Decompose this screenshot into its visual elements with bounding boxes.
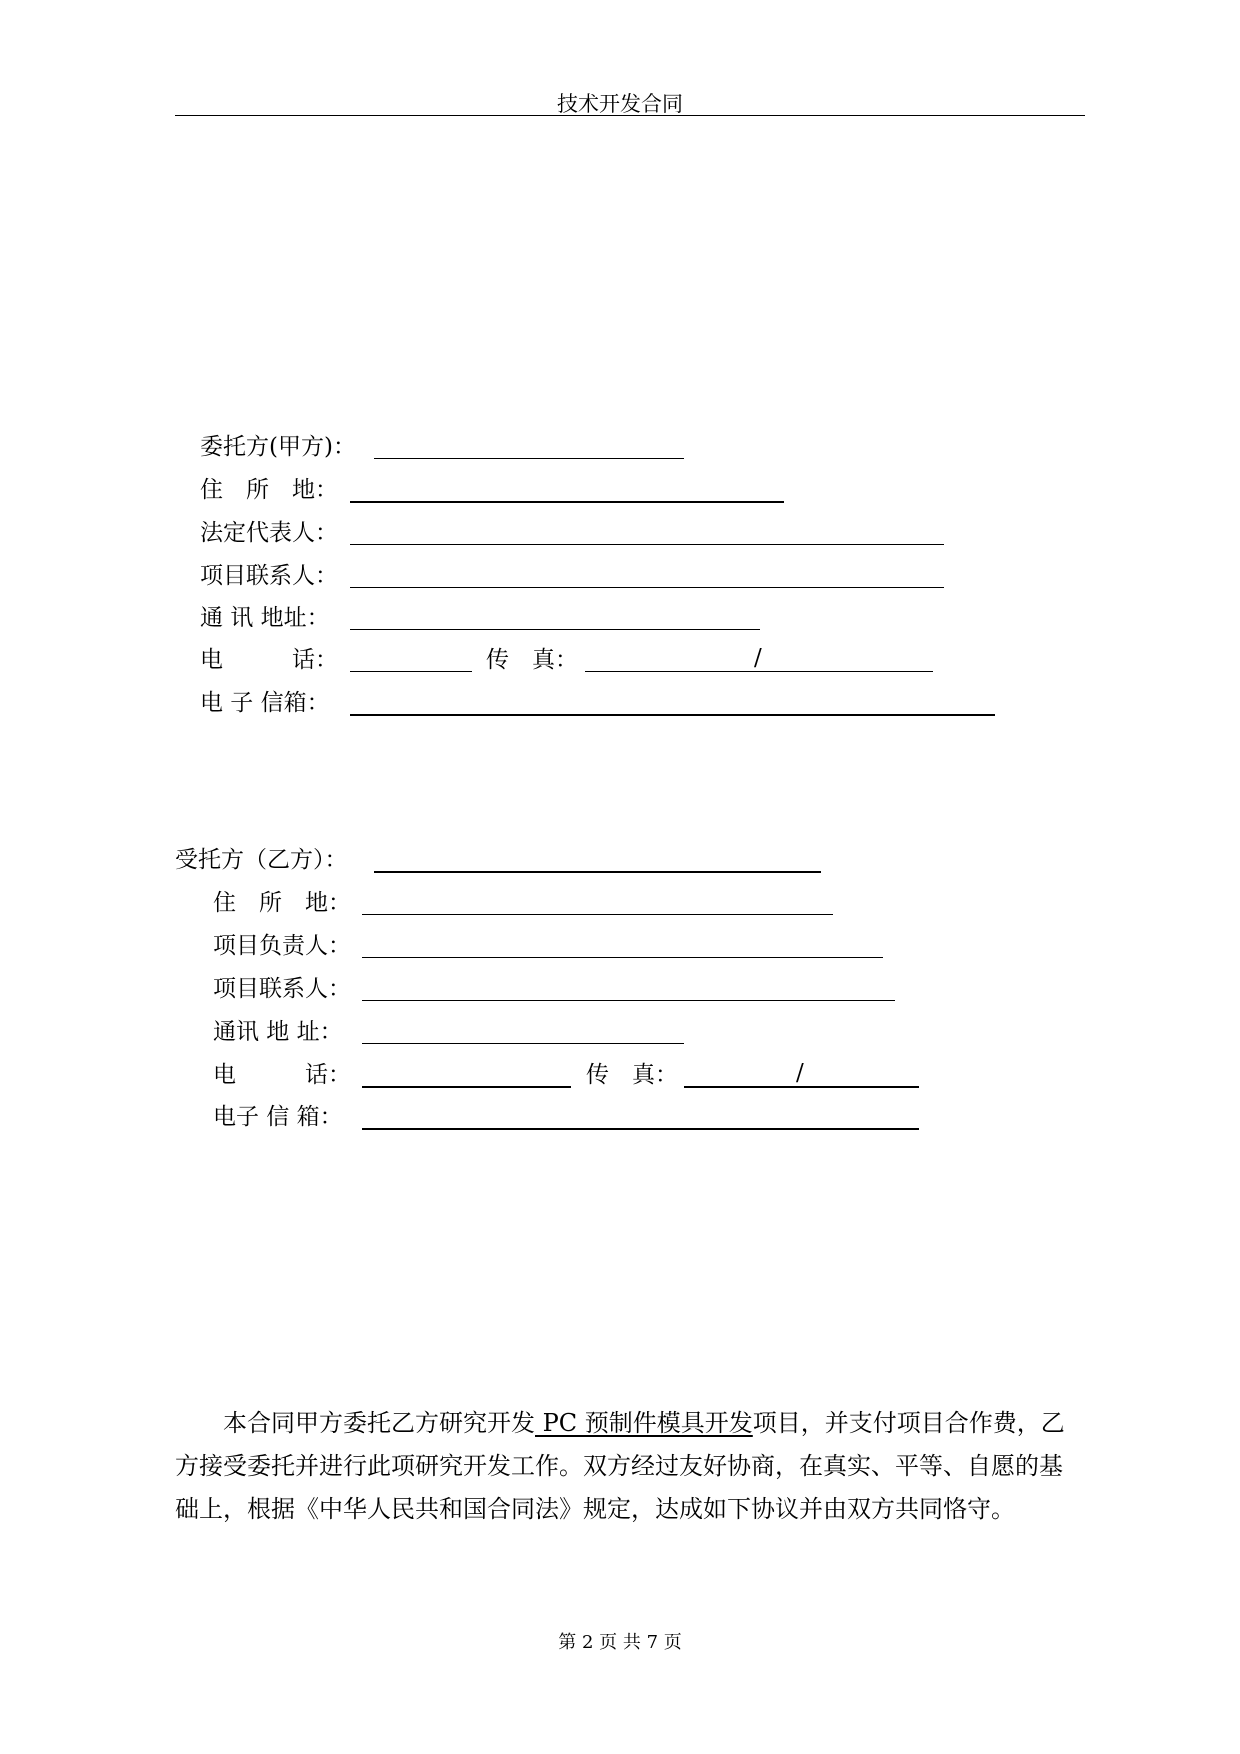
party-a-email-label: 电 子 信箱： (200, 690, 330, 716)
contract-preamble (175, 1402, 1085, 1531)
party-b-address-label: 住 所 地： (213, 890, 351, 916)
party-b-phone-field[interactable] (362, 1086, 571, 1088)
preamble-text-before: 本合同甲方委托乙方研究开发 (223, 1409, 535, 1437)
party-a-legal-rep-label: 法定代表人： (200, 520, 338, 546)
party-a-fax-label: 传 真： (486, 647, 578, 673)
header-title: 技术开发合同 (557, 92, 683, 116)
party-a-name-label: 委托方(甲方)： (200, 434, 356, 460)
party-a-mail-address-label: 通 讯 地址： (200, 605, 330, 631)
party-a-fax-value: / (754, 645, 762, 671)
page-number: 第 2 页 共 7 页 (558, 1632, 682, 1653)
party-b-fax-value: / (796, 1060, 804, 1086)
party-b-mail-address-label: 通讯 地 址： (213, 1019, 343, 1045)
party-a-phone-label: 电 话： (200, 647, 338, 673)
party-b-contact-label: 项目联系人： (213, 976, 351, 1002)
party-a-address-field[interactable] (350, 501, 784, 503)
party-a-contact-field[interactable] (350, 587, 944, 588)
party-b-mail-address-field[interactable] (362, 1043, 684, 1044)
party-b-phone-label: 电 话： (213, 1062, 351, 1088)
header-rule (175, 115, 1085, 116)
party-b-name-field[interactable] (374, 871, 821, 873)
party-b-leader-field[interactable] (362, 957, 883, 958)
party-a-name-field[interactable] (374, 458, 684, 459)
party-a-email-field[interactable] (350, 714, 995, 716)
party-b-leader-label: 项目负责人： (213, 933, 351, 959)
party-b-contact-field[interactable] (362, 1000, 895, 1001)
party-a-legal-rep-field[interactable] (350, 544, 944, 545)
preamble-text-after: 项目，并支付项目合作费，乙方接受委托并进行此项研究开发工作。双方经过友好协商，在真实、平等、自愿的基础上，根据《中华人民共和国合同法》规定，达成如下协议并由双方共同恪守。 (175, 1409, 1065, 1523)
project-name: PC 预制件模具开发 (535, 1409, 753, 1437)
party-b-email-label: 电子 信 箱： (213, 1104, 343, 1130)
party-a-address-label: 住 所 地： (200, 477, 338, 503)
party-b-name-label: 受托方（乙方）： (175, 847, 348, 873)
party-b-fax-label: 传 真： (586, 1062, 678, 1088)
party-b-email-field[interactable] (362, 1128, 919, 1130)
party-b-address-field[interactable] (362, 914, 833, 915)
party-a-contact-label: 项目联系人： (200, 563, 338, 589)
party-a-phone-field[interactable] (350, 671, 472, 672)
party-a-mail-address-field[interactable] (350, 629, 760, 630)
